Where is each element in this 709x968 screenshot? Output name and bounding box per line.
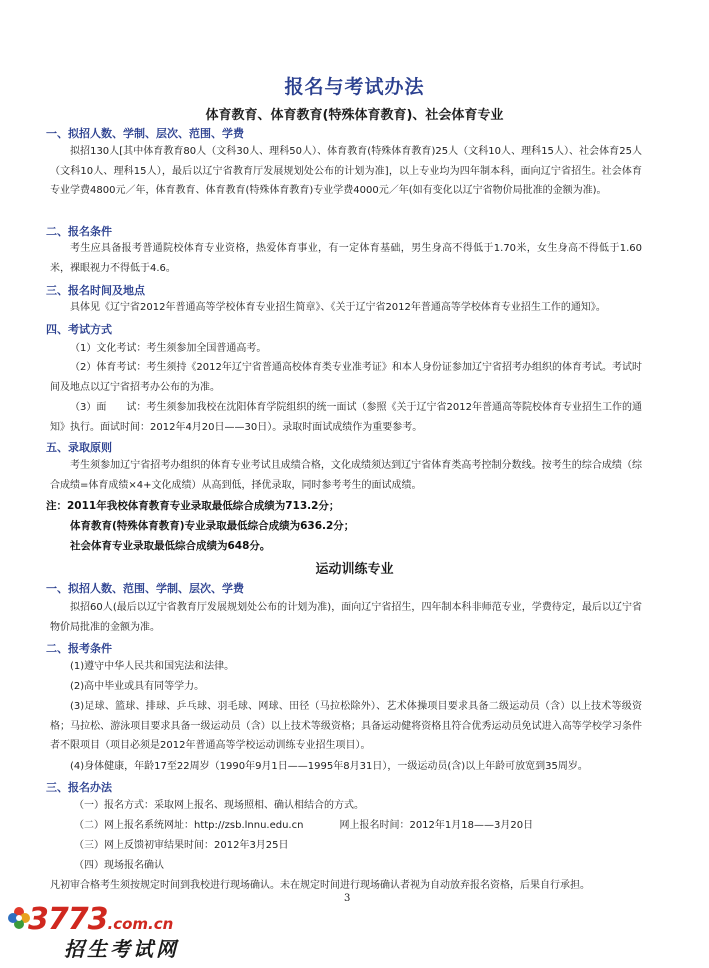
paragraph-onsite-confirm: 凡初审合格考生须按规定时间到我校进行现场确认。未在规定时间进行现场确认者视为自动放弃报名资格，后果自行承担。 (50, 880, 590, 891)
method-online-url-row (74, 816, 642, 836)
paragraph-exam-sport: （2）体育考试：考生须持《2012年辽宁省普通高校体育类专业准考证》和本人身份证参加辽宁省招考办组织的体育考试。考试时间及地点以辽宁省招考办公布的为准。 (50, 362, 642, 393)
method-registration-mode: （一）报名方式：采取网上报名、现场照相、确认相结合的方式。 (74, 800, 364, 811)
method-onsite-confirm: （四）现场报名确认 (74, 860, 164, 871)
condition-health-age: (4)身体健康，年龄17至22周岁（1990年9月1日——1995年8月31日），一级运动员(含)以上年龄可放宽到35周岁。 (70, 761, 588, 772)
section-subtitle-pe: 体育教育、体育教育(特殊体育教育)、社会体育专业 (205, 108, 504, 123)
heading-registration-method: 三、报名办法 (46, 781, 112, 794)
paragraph-exam-culture: （1）文化考试：考生须参加全国普通高考。 (70, 343, 267, 354)
watermark-number: 3773 (28, 902, 108, 937)
watermark-logo (28, 902, 173, 937)
heading-training-enrollment: 一、拟招人数、范围、学制、层次、学费 (46, 582, 244, 595)
paragraph-exam-interview: （3）面 试：考生须参加我校在沈阳体育学院组织的统一面试（参照《关于辽宁省2012年普通高等院校体育专业招生工作的通知》执行。面试时间：2012年4月20日——30日）。录取时面试成绩作为重要参考。 (50, 402, 642, 433)
note-pe-score: 注：2011年我校体育教育专业录取最低综合成绩为713.2分； (46, 500, 340, 512)
heading-conditions: 二、报名条件 (46, 225, 112, 238)
heading-training-conditions: 二、报考条件 (46, 642, 112, 655)
page-number: 3 (344, 893, 351, 904)
condition-education: (2)高中毕业或具有同等学力。 (70, 681, 205, 692)
page-title: 报名与考试办法 (284, 76, 425, 98)
watermark-domain: .com.cn (107, 915, 174, 933)
method-online-url: （二）网上报名系统网址：http://zsb.lnnu.edu.cn (74, 820, 304, 831)
section-subtitle-training: 运动训练专业 (315, 562, 394, 577)
method-feedback-time: （三）网上反馈初审结果时间：2012年3月25日 (74, 840, 289, 851)
note-social-pe-score: 社会体育专业录取最低综合成绩为648分。 (70, 540, 271, 552)
note-special-pe-score: 体育教育(特殊体育教育)专业录取最低综合成绩为636.2分； (70, 520, 355, 532)
heading-enrollment: 一、拟招人数、学制、层次、范围、学费 (46, 127, 244, 140)
heading-exam-method: 四、考试方式 (46, 323, 112, 336)
paragraph-training-enrollment: 拟招60人(最后以辽宁省教育厅发展规划处公布的计划为准)，面向辽宁省招生，四年制本科非师范专业，学费待定，最后以辽宁省物价局批准的金额为准。 (50, 602, 642, 633)
watermark-subtitle: 招生考试网 (64, 937, 179, 961)
method-online-time: 网上报名时间：2012年1月18——3月20日 (339, 820, 534, 831)
condition-athlete-level: (3)足球、篮球、排球、乒乓球、羽毛球、网球、田径（马拉松除外）、艺术体操项目要求具备二级运动员（含）以上技术等级资格；马拉松、游泳项目要求具备一级运动员（含）以上技术等级资格；具备运动健将资格且符合优秀运动员免试进入高等学校学习条件者不限项目（项目必须是2012年普通高等学校运动训练专业招生项目）。 (50, 701, 642, 752)
paragraph-time-place: 具体见《辽宁省2012年普通高等学校体育专业招生简章》、《关于辽宁省2012年普通高等学校体育专业招生工作的通知》。 (70, 302, 606, 313)
heading-time-place: 三、报名时间及地点 (46, 284, 145, 297)
heading-admission: 五、录取原则 (46, 441, 112, 454)
paragraph-conditions: 考生应具备报考普通院校体育专业资格，热爱体育事业，有一定体育基础，男生身高不得低于1.70米，女生身高不得低于1.60米，裸眼视力不得低于4.6。 (50, 243, 642, 274)
paragraph-enrollment: 拟招130人[其中体育教育80人（文科30人、理科50人）、体育教育(特殊体育教育)25人（文科10人、理科15人）、社会体育25人（文科10人、理科15人），最后以辽宁省教育厅发展规划处公布的计划为准]，以上专业均为四年制本科，面向辽宁省招生。社会体育专业学费4800元／年，体育教育、体育教育(特殊体育教育)专业学费4000元／年(如有变化以辽宁省物价局批准的金额为准)。 (50, 146, 642, 197)
condition-law: (1)遵守中华人民共和国宪法和法律。 (70, 661, 235, 672)
paragraph-admission: 考生须参加辽宁省招考办组织的体育专业考试且成绩合格，文化成绩须达到辽宁省体育类高考控制分数线。按考生的综合成绩（综合成绩=体育成绩×4+文化成绩）从高到低，择优录取，同时参考考生的面试成绩。 (50, 460, 642, 491)
